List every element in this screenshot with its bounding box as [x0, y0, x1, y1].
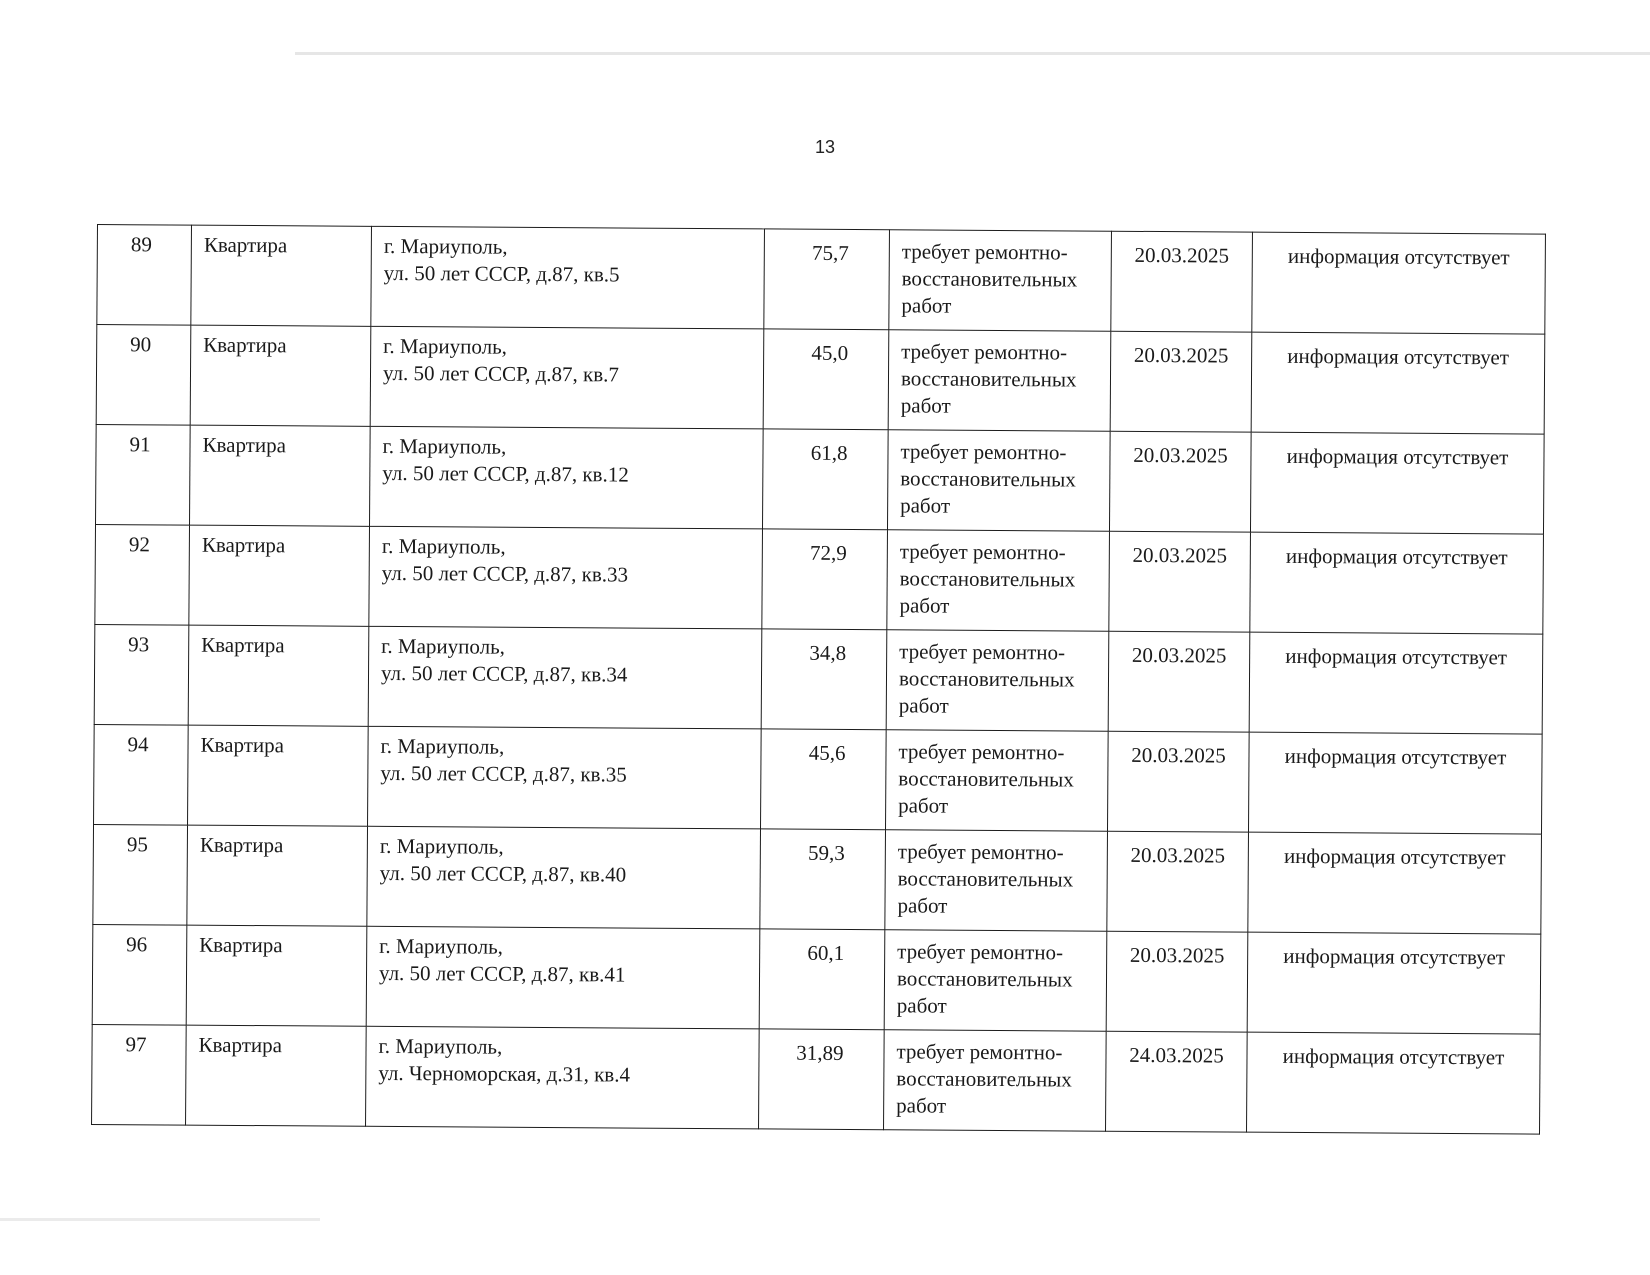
info-value: информация отсутствует [1284, 743, 1507, 770]
table-body [92, 225, 1546, 1135]
info-cell [1252, 232, 1546, 334]
area-value: 31,89 [796, 1040, 844, 1065]
scan-edge-bottom [0, 1218, 320, 1221]
area-value: 72,9 [810, 540, 847, 565]
address-cell [368, 626, 762, 729]
info-cell [1247, 932, 1541, 1034]
address-cell [368, 726, 762, 829]
row-number-cell [96, 325, 191, 426]
address-street: ул. Черноморская, д.31, кв.4 [378, 1060, 631, 1087]
condition-line-3: работ [900, 393, 951, 418]
table-row [96, 325, 1545, 435]
object-type-cell [190, 425, 371, 526]
date-cell [1106, 931, 1248, 1032]
condition-line-3: работ [900, 493, 951, 518]
date-cell [1111, 231, 1253, 332]
condition-line-1: требует ремонтно- [899, 539, 1066, 565]
condition-line-3: работ [898, 793, 949, 818]
address-street: ул. 50 лет СССР, д.87, кв.40 [379, 860, 627, 887]
area-cell [760, 829, 886, 930]
info-value: информация отсутствует [1283, 843, 1506, 870]
info-cell [1249, 632, 1543, 734]
address-city: г. Мариуполь, [379, 833, 504, 859]
condition-line-2: восстановительных [898, 766, 1074, 792]
condition-cell [887, 530, 1110, 631]
address-city: г. Мариуполь, [383, 333, 508, 359]
condition-line-1: требует ремонтно- [896, 1039, 1063, 1065]
address-cell [366, 926, 760, 1029]
condition-line-3: работ [899, 593, 950, 618]
object-type-cell [186, 925, 367, 1026]
address-city: г. Мариуполь, [380, 733, 505, 759]
address-cell [370, 426, 764, 529]
row-number-cell [92, 924, 187, 1025]
date-cell [1106, 1031, 1248, 1132]
row-number: 97 [125, 1032, 147, 1057]
table-row [97, 225, 1546, 335]
condition-line-1: требует ремонтно- [900, 439, 1067, 465]
condition-line-3: работ [901, 293, 952, 318]
address-street: ул. 50 лет СССР, д.87, кв.41 [378, 960, 626, 987]
info-value: информация отсутствует [1286, 443, 1509, 470]
row-number: 91 [129, 432, 151, 457]
address-city: г. Мариуполь, [381, 533, 506, 559]
object-type-cell [188, 725, 369, 826]
row-number: 90 [130, 332, 152, 357]
date-value: 20.03.2025 [1129, 942, 1225, 968]
area-value: 45,0 [811, 340, 849, 365]
info-cell [1248, 732, 1542, 834]
condition-cell [886, 630, 1109, 731]
date-value: 20.03.2025 [1132, 542, 1228, 568]
date-cell [1108, 631, 1250, 732]
date-cell [1109, 431, 1251, 532]
date-value: 20.03.2025 [1131, 642, 1227, 668]
row-number-cell [96, 424, 191, 525]
scan-edge-top [295, 52, 1650, 55]
info-value: информация отсутствует [1285, 543, 1508, 570]
condition-line-3: работ [896, 1093, 947, 1118]
info-value: информация отсутствует [1283, 943, 1506, 970]
address-cell [369, 526, 763, 629]
condition-line-1: требует ремонтно- [897, 939, 1064, 965]
address-cell [367, 826, 761, 929]
date-value: 20.03.2025 [1133, 342, 1229, 368]
area-cell [763, 329, 889, 430]
condition-cell [885, 730, 1108, 831]
object-type-cell [187, 825, 368, 926]
address-street: ул. 50 лет СССР, д.87, кв.35 [380, 760, 627, 787]
address-street: ул. 50 лет СССР, д.87, кв.33 [381, 560, 629, 587]
info-cell [1250, 532, 1544, 634]
condition-line-1: требует ремонтно- [898, 739, 1065, 765]
row-number-cell [92, 1024, 187, 1125]
condition-line-2: восстановительных [896, 966, 1073, 992]
object-type: Квартира [203, 232, 288, 258]
date-cell [1110, 331, 1252, 432]
table-row [93, 824, 1542, 934]
area-value: 75,7 [811, 240, 849, 265]
address-cell [366, 1026, 760, 1129]
area-cell [762, 429, 888, 530]
date-value: 24.03.2025 [1129, 1042, 1224, 1068]
info-value: информация отсутствует [1287, 343, 1510, 370]
row-number: 93 [128, 632, 150, 657]
condition-line-1: требует ремонтно- [899, 639, 1066, 665]
row-number-cell [94, 724, 189, 825]
address-city: г. Мариуполь, [381, 633, 506, 659]
address-street: ул. 50 лет СССР, д.87, кв.5 [383, 260, 620, 287]
date-value: 20.03.2025 [1131, 742, 1226, 768]
address-street: ул. 50 лет СССР, д.87, кв.12 [382, 460, 629, 487]
condition-cell [885, 830, 1108, 931]
info-value: информация отсутствует [1282, 1043, 1505, 1070]
table-row [96, 424, 1545, 534]
date-value: 20.03.2025 [1130, 842, 1226, 868]
address-cell [370, 326, 764, 429]
row-number-cell [97, 225, 192, 326]
date-cell [1107, 731, 1249, 832]
area-cell [759, 929, 885, 1030]
condition-line-3: работ [898, 693, 949, 718]
condition-cell [889, 230, 1112, 331]
area-value: 34,8 [809, 640, 847, 665]
condition-cell [888, 330, 1111, 431]
condition-line-1: требует ремонтно- [901, 339, 1068, 365]
date-value: 20.03.2025 [1134, 242, 1230, 268]
info-value: информация отсутствует [1287, 243, 1510, 270]
object-type: Квартира [203, 332, 287, 358]
area-cell [764, 229, 890, 330]
condition-line-1: требует ремонтно- [897, 839, 1064, 865]
address-city: г. Мариуполь, [383, 233, 508, 259]
object-type-cell [190, 325, 371, 426]
object-type-cell [186, 1025, 367, 1126]
date-cell [1107, 831, 1249, 932]
object-type: Квартира [201, 532, 286, 558]
info-cell [1250, 432, 1544, 534]
area-value: 60,1 [807, 940, 845, 965]
address-city: г. Мариуполь, [379, 933, 504, 959]
object-type: Квартира [200, 732, 285, 758]
object-type: Квартира [199, 932, 283, 958]
info-cell [1248, 832, 1542, 934]
date-cell [1109, 531, 1251, 632]
condition-line-3: работ [896, 993, 947, 1018]
object-type-cell [189, 525, 370, 626]
table-row [95, 524, 1544, 634]
address-city: г. Мариуполь, [378, 1033, 503, 1059]
area-value: 59,3 [808, 840, 845, 865]
object-type: Квартира [199, 832, 284, 858]
address-cell [371, 226, 765, 329]
condition-line-2: восстановительных [897, 866, 1074, 892]
info-cell [1247, 1032, 1541, 1134]
condition-cell [884, 930, 1107, 1031]
address-street: ул. 50 лет СССР, д.87, кв.7 [382, 360, 620, 387]
area-cell [761, 729, 887, 830]
page-number: 13 [814, 137, 836, 157]
object-type: Квартира [198, 1032, 283, 1058]
area-value: 61,8 [810, 440, 848, 465]
condition-line-2: восстановительных [900, 366, 1077, 392]
info-value: информация отсутствует [1285, 643, 1508, 670]
object-type-cell [188, 625, 369, 726]
condition-line-2: восстановительных [896, 1066, 1072, 1092]
row-number-cell [94, 624, 189, 725]
row-number: 96 [126, 932, 148, 957]
table-row [92, 1024, 1541, 1134]
table-container [91, 224, 1546, 1135]
address-city: г. Мариуполь, [382, 433, 507, 459]
object-type: Квартира [201, 632, 285, 658]
row-number: 95 [126, 832, 148, 857]
condition-line-2: восстановительных [901, 266, 1078, 292]
row-number: 94 [127, 732, 149, 757]
condition-line-2: восстановительных [900, 466, 1076, 492]
table-row [92, 924, 1541, 1034]
row-number: 89 [130, 232, 152, 257]
object-type: Квартира [202, 432, 287, 458]
row-number: 92 [128, 532, 150, 557]
area-value: 45,6 [808, 740, 846, 765]
condition-cell [887, 430, 1110, 531]
address-street: ул. 50 лет СССР, д.87, кв.34 [380, 660, 628, 687]
date-value: 20.03.2025 [1133, 442, 1228, 468]
property-table [91, 224, 1546, 1135]
condition-cell [884, 1030, 1107, 1131]
condition-line-2: восстановительных [899, 566, 1076, 592]
table-row [94, 624, 1543, 734]
row-number-cell [95, 524, 190, 625]
object-type-cell [191, 225, 372, 326]
condition-line-2: восстановительных [898, 666, 1075, 692]
area-cell [762, 529, 888, 630]
info-cell [1251, 332, 1545, 434]
condition-line-3: работ [897, 893, 948, 918]
table-row [94, 724, 1543, 834]
area-cell [761, 629, 887, 730]
condition-line-1: требует ремонтно- [901, 239, 1068, 265]
area-cell [759, 1029, 885, 1130]
row-number-cell [93, 824, 188, 925]
